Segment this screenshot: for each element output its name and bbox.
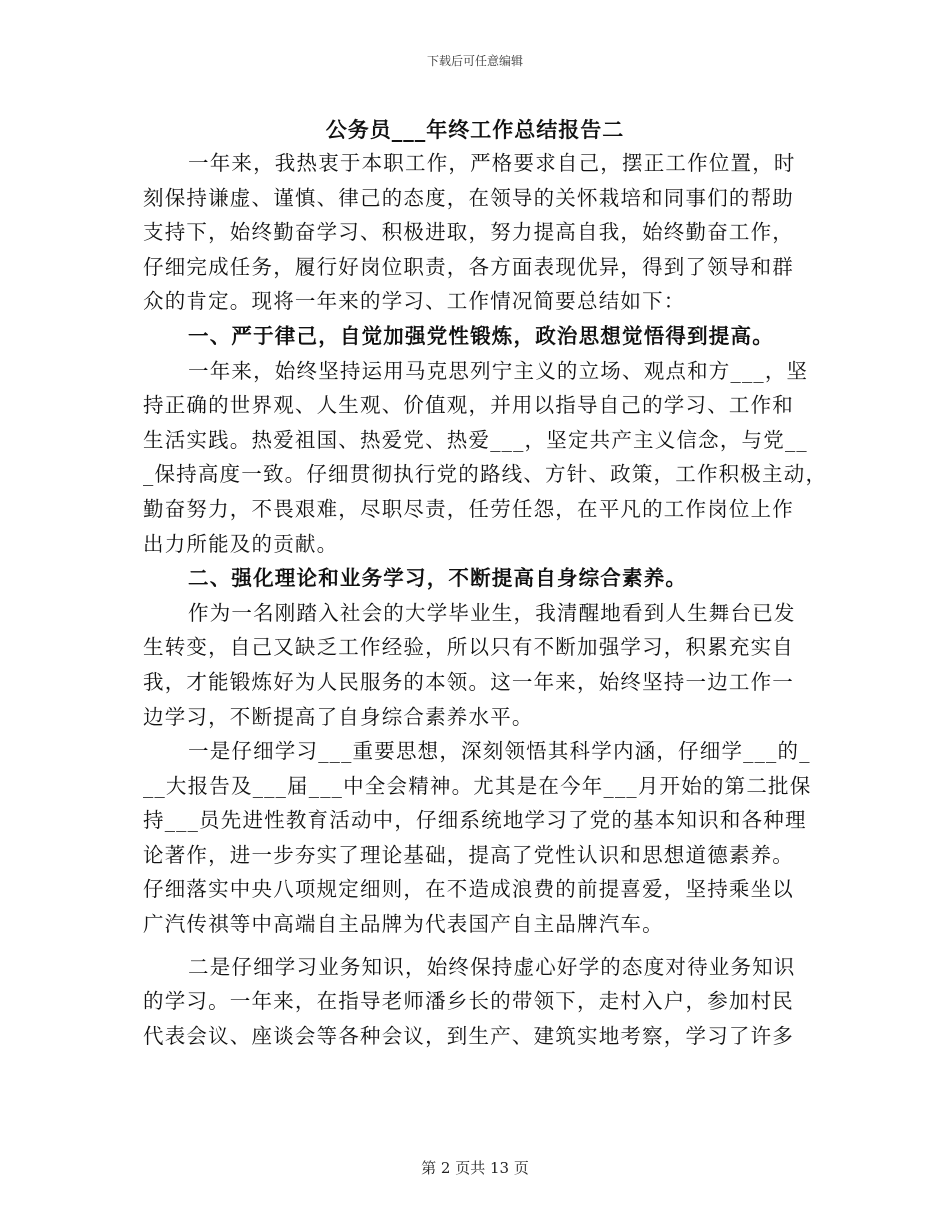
- text-line: 我，才能锻炼好为人民服务的本领。这一年来，始终坚持一边工作一: [143, 669, 794, 694]
- text-line: 一年来，我热衷于本职工作，严格要求自己，摆正工作位置，时: [188, 151, 796, 175]
- text-line: 仔细完成任务，履行好岗位职责，各方面表现优异，得到了领导和群: [143, 254, 794, 279]
- page-footer: 第 2 页共 13 页: [421, 1159, 529, 1177]
- text-line: 作为一名刚踏入社会的大学毕业生，我清醒地看到人生舞台已发: [188, 600, 796, 625]
- text-line: 论著作，进一步夯实了理论基础，提高了党性认识和思想道德素养。: [143, 842, 794, 867]
- text-line: 代表会议、座谈会等各种会议，到生产、建筑实地考察，学习了许多: [143, 1023, 794, 1048]
- text-line: 仔细落实中央八项规定细则，在不造成浪费的前提喜爱，坚持乘坐以: [143, 877, 794, 902]
- text-line: 一是仔细学习___重要思想，深刻领悟其科学内涵，仔细学___的_: [188, 739, 811, 764]
- text-line: 的学习。一年来，在指导老师潘乡长的带领下，走村入户，参加村民: [143, 989, 794, 1014]
- text-line: _保持高度一致。仔细贯彻执行党的路线、方针、政策，工作积极主动，: [143, 462, 828, 487]
- document-body: [143, 146, 828, 1053]
- text-line: 勤奋努力，不畏艰难，尽职尽责，任劳任怨，在平凡的工作岗位上作: [143, 496, 794, 521]
- text-line: 一年来，始终坚持运用马克思列宁主义的立场、观点和方___，坚: [188, 358, 809, 383]
- text-line: 支持下，始终勤奋学习、积极进取，努力提高自我，始终勤奋工作，: [143, 220, 794, 245]
- text-line: 众的肯定。现将一年来的学习、工作情况简要总结如下：: [143, 289, 686, 314]
- text-line: 刻保持谦虚、谨慎、律己的态度，在领导的关怀栽培和同事们的帮助: [143, 185, 794, 210]
- section-heading: 一、严于律己，自觉加强党性锻炼，政治思想觉悟得到提高。: [188, 323, 774, 348]
- text-line: 出力所能及的贡献。: [143, 531, 339, 556]
- text-line: 边学习，不断提高了自身综合素养水平。: [143, 704, 534, 729]
- section-heading: 二、强化理论和业务学习，不断提高自身综合素养。: [188, 566, 688, 591]
- text-line: 持___员先进性教育活动中，仔细系统地学习了党的基本知识和各种理: [143, 808, 807, 833]
- paragraph-gap: [143, 942, 815, 950]
- text-line: 二是仔细学习业务知识，始终保持虚心好学的态度对待业务知识: [188, 954, 796, 979]
- text-line: 广汽传祺等中高端自主品牌为代表国产自主品牌汽车。: [143, 912, 664, 937]
- header-note: 下载后可任意编辑: [426, 54, 523, 68]
- text-line: 生活实践。热爱祖国、热爱党、热爱___，坚定共产主义信念，与党__: [143, 427, 808, 452]
- text-line: __大报告及___届___中全会精神。尤其是在今年___月开始的第二批保: [143, 773, 812, 798]
- text-line: 持正确的世界观、人生观、价值观，并用以指导自己的学习、工作和: [143, 393, 794, 418]
- document-title: 公务员___年终工作总结报告二: [325, 117, 625, 142]
- text-line: 生转变，自己又缺乏工作经验，所以只有不断加强学习，积累充实自: [143, 635, 794, 660]
